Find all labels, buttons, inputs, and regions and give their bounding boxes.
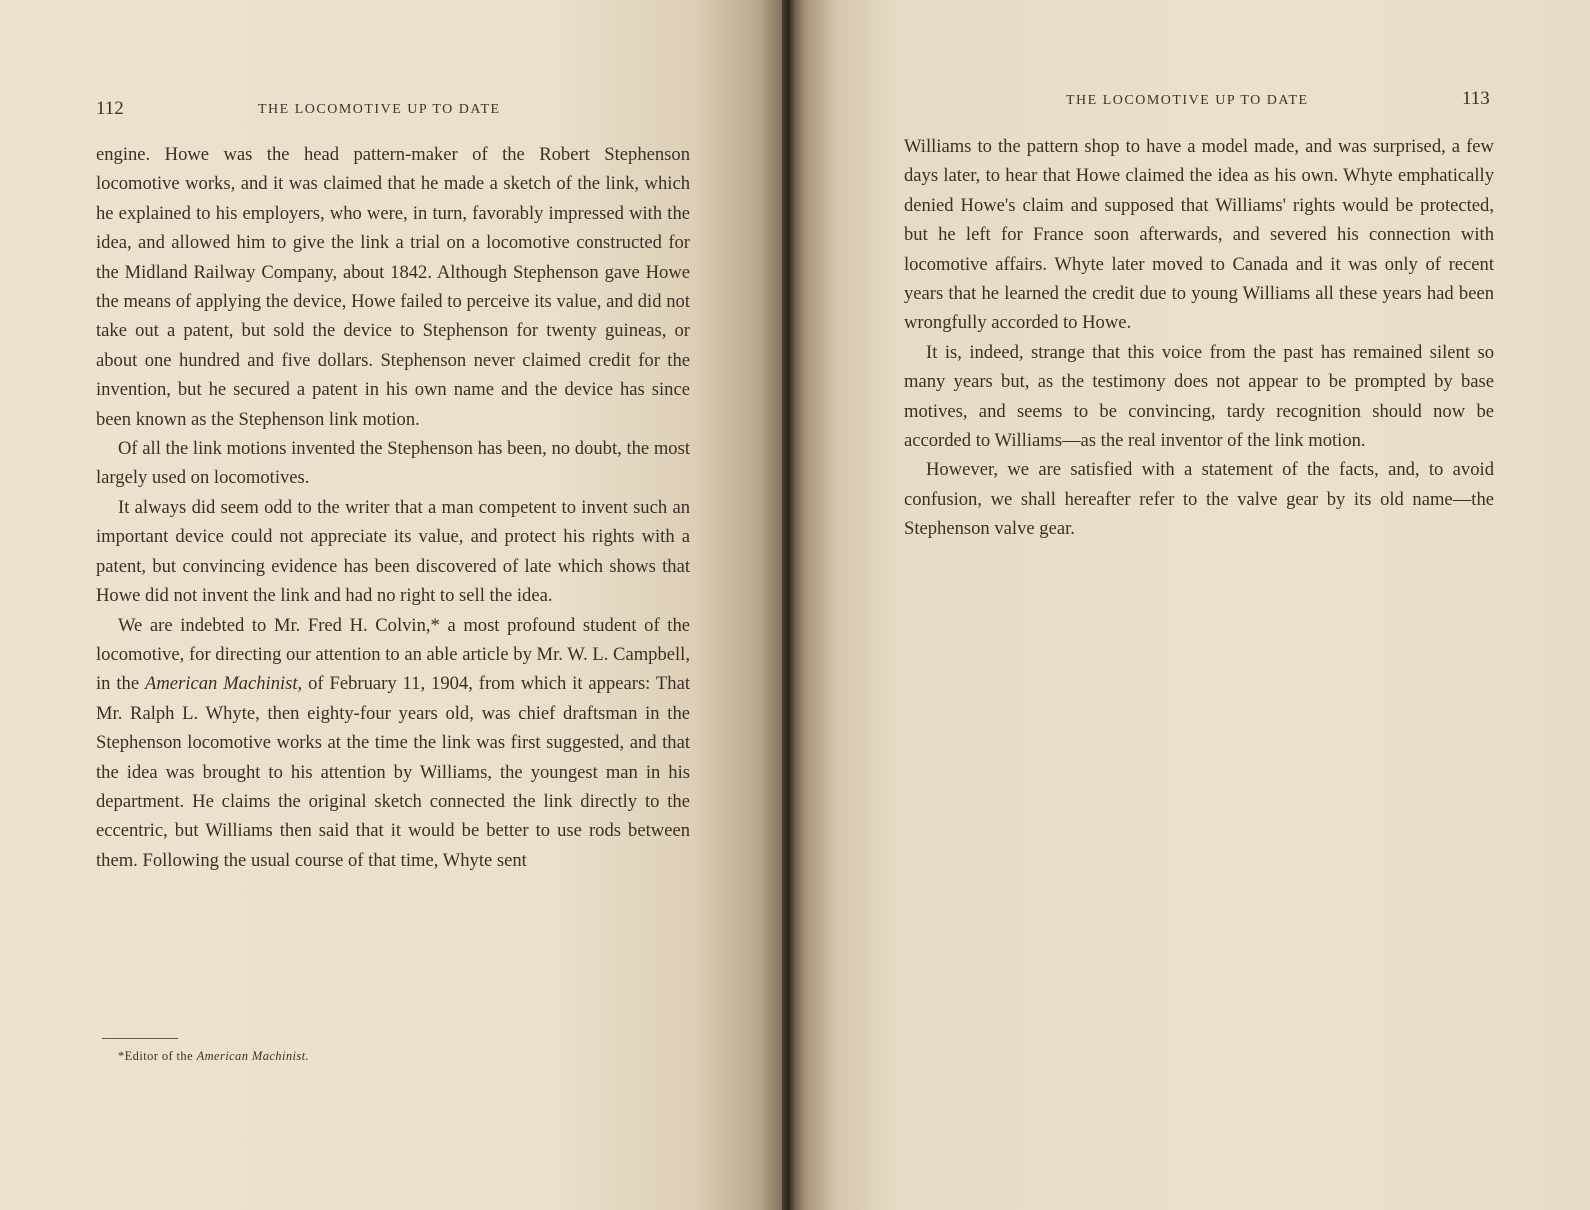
left-paragraph-4-text-a: We are indebted to Mr. Fred H. Colvin,* a most profound student of the locomotive, for directing our attention to an able article by Mr. W. L. Campbell, in the	[96, 614, 690, 695]
right-running-head: THE LOCOMOTIVE UP TO DATE	[1066, 93, 1309, 108]
left-paragraph-3: It always did seem odd to the writer that a man competent to invent such an important device could not appreciate its value, and protect his rights with a patent, but convincing evidence has been discovered of late which shows that Howe did not invent the link and had no right to sell the idea.	[96, 496, 690, 607]
left-paragraph-4	[96, 611, 690, 876]
left-paragraph-2: Of all the link motions invented the Stephenson has been, no doubt, the most largely used on locomotives.	[96, 438, 690, 489]
footnote	[118, 1049, 309, 1064]
book-gutter	[782, 0, 796, 1210]
footnote-journal: American Machinist.	[196, 1049, 310, 1063]
journal-title: American Machinist,	[145, 673, 303, 695]
left-text-block	[96, 140, 690, 875]
left-running-head: THE LOCOMOTIVE UP TO DATE	[258, 102, 501, 117]
right-text-block	[904, 132, 1494, 544]
right-page-number: 113	[1462, 88, 1490, 109]
right-paragraph-1: Williams to the pattern shop to have a model made, and was surprised, a few days later, to hear that Howe claimed the idea as his own. Whyte emphatically denied Howe's claim and supposed that Williams' rights would be protected, but he left for France soon afterwards, and severed his connection with locomotive affairs. Whyte later moved to Canada and it was only of recent years that he learned the credit due to young Williams all these years had been wrongfully accorded to Howe.	[904, 136, 1494, 334]
left-page-number: 112	[96, 98, 124, 119]
footnote-prefix: *Editor of the	[118, 1049, 197, 1063]
left-page	[0, 0, 790, 1210]
footnote-rule	[102, 1038, 178, 1039]
left-paragraph-4-text-b: of February 11, 1904, from which it appears: That Mr. Ralph L. Whyte, then eighty-four years old, was chief draftsman in the Stephenson locomotive works at the time the link was first suggested, and that the idea was brought to his attention by Williams, the youngest man in his department. He claims the original sketch connected the link directly to the eccentric, but Williams then said that it would be better to use rods between them. Following the usual course of that time, Whyte sent	[96, 673, 690, 871]
right-paragraph-2: It is, indeed, strange that this voice from the past has remained silent so many years but, as the testimony does not appear to be prompted by base motives, and seems to be convincing, tardy recognition should now be accorded to Williams—as the real inventor of the link motion.	[904, 341, 1494, 452]
right-page	[790, 0, 1590, 1210]
right-paragraph-3: However, we are satisfied with a statement of the facts, and, to avoid confusion, we shall hereafter refer to the valve gear by its old name—the Stephenson valve gear.	[904, 459, 1494, 540]
left-paragraph-1: engine. Howe was the head pattern-maker of the Robert Stephenson locomotive works, and it was claimed that he made a sketch of the link, which he explained to his employers, who were, in turn, favorably impressed with the idea, and allowed him to give the link a trial on a locomotive constructed for the Midland Railway Company, about 1842. Although Stephenson gave Howe the means of applying the device, Howe failed to perceive its value, and did not take out a patent, but sold the device to Stephenson for twenty guineas, or about one hundred and five dollars. Stephenson never claimed credit for the invention, but he secured a patent in his own name and the device has since been known as the Stephenson link motion.	[96, 144, 690, 430]
